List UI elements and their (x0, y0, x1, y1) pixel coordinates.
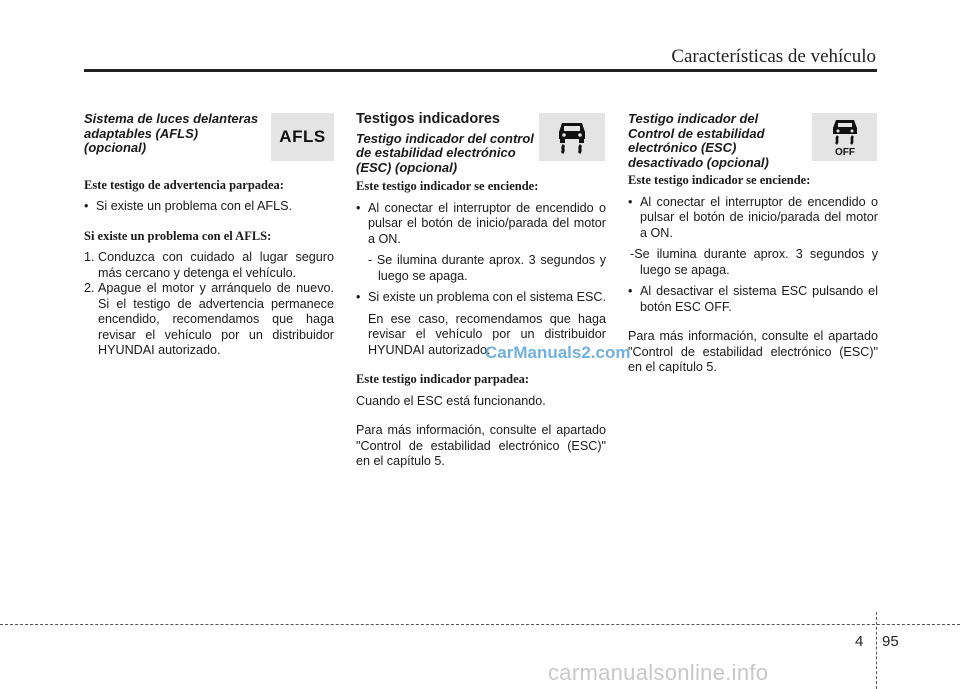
esc-off-dash-duration: -Se ilumina durante aprox. 3 segundos y luego se apaga. (630, 247, 878, 277)
afls-step-2-number: 2. (84, 281, 95, 295)
esc-dash-duration: - Se ilumina durante aprox. 3 segundos y luego se apaga. (368, 253, 606, 283)
chapter-number: 4 (855, 633, 864, 650)
esc-bullet-problem: • Si existe un problema con el sistema ESC. (356, 290, 606, 306)
afls-step-1-number: 1. (84, 250, 95, 264)
footer-rule (0, 624, 960, 625)
skidding-car-off-icon (825, 117, 865, 157)
esc-off-bullet-button: • Al desactivar el sistema ESC pulsando el botón ESC OFF. (628, 284, 878, 315)
afls-step-1-text: Conduzca con cuidado al lugar seguro más cercano y detenga el vehículo. (98, 250, 334, 280)
carmanuals-watermark: CarManuals2.com (485, 343, 631, 362)
esc-heading: Testigo indicador del control de estabilidad electrónico (ESC) (opcional) (356, 130, 534, 175)
esc-off-para-more-info: Para más información, consulte el apartado "Control de estabilidad electrónico (ESC)" en el capítulo 5. (628, 329, 878, 374)
esc-bullet-ignition: • Al conectar el interruptor de encendido o pulsar el botón de inicio/parada del motor a ON. (356, 201, 606, 248)
afls-bullet: • Si existe un problema con el AFLS. (84, 199, 334, 215)
section-title: Testigos indicadores (356, 111, 500, 127)
esc-indicator-icon (539, 113, 605, 161)
esc-off-bullet-ignition: • Al conectar el interruptor de encendido o pulsar el botón de inicio/parada del motor a ON. (628, 195, 878, 242)
afls-step-2-text: Apague el motor y arránquelo de nuevo. Si el testigo de advertencia permanece encendido, recomendamos que haga revisar el vehículo por un distribuidor HYUNDAI autorizado. (98, 281, 334, 357)
footer-divider (876, 612, 877, 689)
afls-icon-label: AFLS (279, 127, 326, 146)
afls-step-1 (84, 250, 334, 281)
page-header-title: Características de vehículo (671, 46, 876, 67)
esc-bullet-problem-cont: En ese caso, recomendamos que haga revisar el vehículo por un distribuidor HYUNDAI autorizado. (368, 311, 606, 357)
esc-off-indicator-icon (812, 113, 877, 161)
esc-off-heading: Testigo indicador del Control de estabilidad electrónico (ESC) desactivado (opcional) (628, 111, 769, 170)
esc-subheading-on: Este testigo indicador se enciende: (356, 179, 539, 193)
esc-off-subheading-on: Este testigo indicador se enciende: (628, 173, 811, 187)
site-watermark: carmanualsonline.info (548, 660, 769, 685)
afls-subheading-problem: Si existe un problema con el AFLS: (84, 228, 272, 243)
header-rule (84, 69, 877, 72)
esc-para-more-info: Para más información, consulte el apartado "Control de estabilidad electrónico (ESC)" en el capítulo 5. (356, 423, 606, 468)
esc-subheading-flashes: Este testigo indicador parpadea: (356, 372, 530, 386)
column-esc (356, 112, 606, 470)
off-label: OFF (834, 147, 855, 157)
afls-step-2 (84, 281, 334, 359)
afls-indicator-icon (271, 113, 334, 161)
page-number: 95 (882, 633, 899, 650)
afls-subheading-flashes: Este testigo de advertencia parpadea: (84, 177, 284, 192)
afls-heading: Sistema de luces delanteras adaptables (AFLS) (opcional) (84, 111, 259, 155)
skidding-car-icon (552, 117, 592, 157)
esc-para-functioning: Cuando el ESC está funcionando. (356, 393, 546, 408)
